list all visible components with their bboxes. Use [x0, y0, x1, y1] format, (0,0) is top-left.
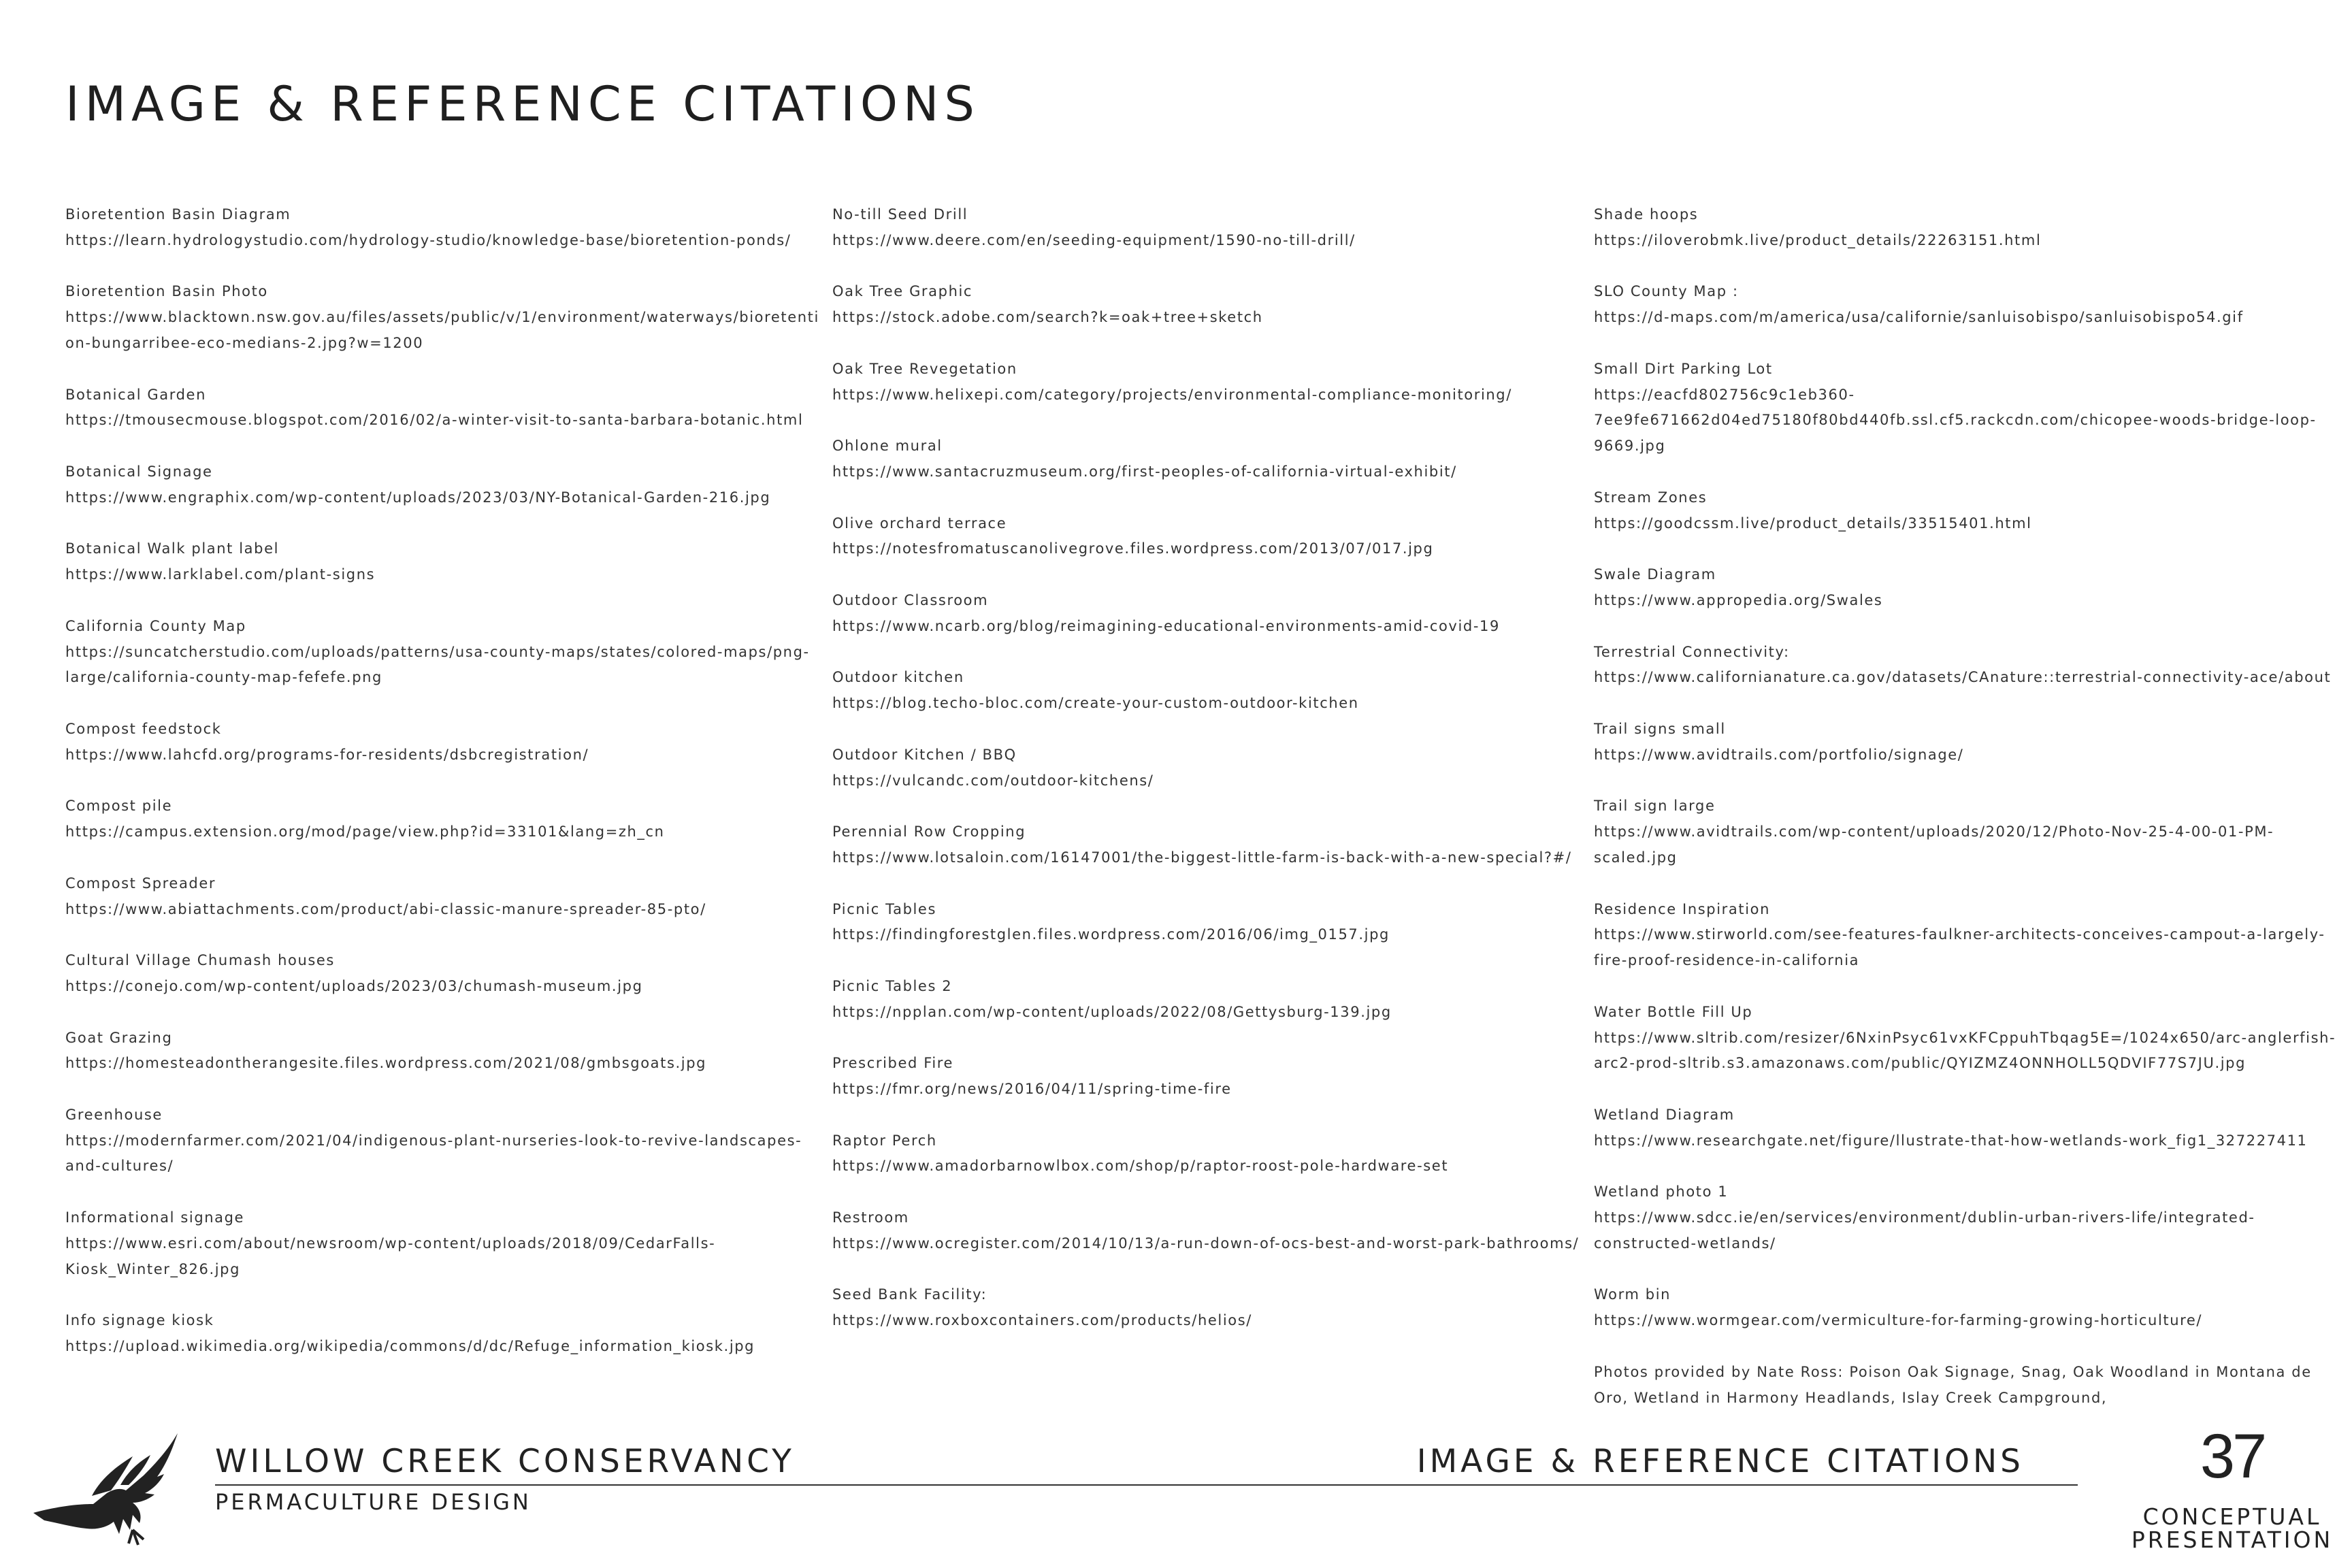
citation-entry — [832, 511, 1595, 563]
citation-title: Greenhouse — [65, 1106, 163, 1123]
presentation-label-line-1: CONCEPTUAL — [2142, 1503, 2322, 1530]
citation-entry — [65, 536, 828, 588]
citation-title: Wetland photo 1 — [1594, 1183, 1729, 1200]
citation-entry — [65, 614, 828, 691]
citation-url-link[interactable]: https://upload.wikimedia.org/wikipedia/commons/d/dc/Refuge_information_kiosk.jpg — [65, 1338, 755, 1355]
citation-entry — [1594, 1102, 2342, 1154]
citation-entry — [832, 1051, 1595, 1102]
citation-title: Ohlone mural — [832, 438, 943, 455]
citation-entry — [832, 1282, 1595, 1334]
citation-url-link[interactable]: https://stock.adobe.com/search?k=oak+tree+sketch — [832, 309, 1263, 326]
citation-title: Worm bin — [1594, 1286, 1671, 1303]
citation-title: Trail signs small — [1594, 720, 1726, 737]
citation-title: Cultural Village Chumash houses — [65, 952, 335, 969]
citation-url-link[interactable]: https://www.ncarb.org/blog/reimagining-educational-environments-amid-covid-19 — [832, 617, 1500, 634]
citation-entry — [1594, 562, 2342, 614]
citation-entry — [832, 742, 1595, 794]
citation-entry — [1594, 485, 2342, 537]
citation-url-link[interactable]: https://www.blacktown.nsw.gov.au/files/assets/public/v/1/environment/waterways/bioretention-bungarribee-eco-medians-2.jpg?w=1200 — [65, 309, 819, 351]
citation-title: Seed Bank Facility: — [832, 1286, 987, 1303]
citation-url-link[interactable]: https://www.larklabel.com/plant-signs — [65, 566, 376, 583]
citation-url-link[interactable]: https://learn.hydrologystudio.com/hydrology-studio/knowledge-base/bioretention-ponds/ — [65, 231, 791, 248]
citation-title: Bioretention Basin Diagram — [65, 206, 291, 223]
citation-entry — [65, 871, 828, 923]
citation-title: Terrestrial Connectivity: — [1594, 643, 1790, 660]
organization-subtitle: PERMACULTURE DESIGN — [215, 1489, 532, 1515]
citation-url-link[interactable]: https://campus.extension.org/mod/page/view.php?id=33101&lang=zh_cn — [65, 823, 665, 840]
citation-url-link[interactable]: https://conejo.com/wp-content/uploads/2023/03/chumash-museum.jpg — [65, 977, 643, 994]
citation-entry — [1594, 279, 2342, 331]
citation-url-link[interactable]: https://www.californianature.ca.gov/datasets/CAnature::terrestrial-connectivity-ace/about — [1594, 669, 2332, 686]
citation-url-link[interactable]: https://www.avidtrails.com/wp-content/uploads/2020/12/Photo-Nov-25-4-00-01-PM-scaled.jpg — [1594, 823, 2274, 866]
citation-title: Swale Diagram — [1594, 566, 1716, 583]
footer-divider — [215, 1484, 2078, 1486]
citation-title: Stream Zones — [1594, 489, 1708, 506]
bird-logo-icon — [31, 1428, 182, 1547]
citation-entry — [832, 819, 1595, 871]
citation-url-link[interactable]: https://goodcssm.live/product_details/33515401.html — [1594, 514, 2032, 532]
citation-url-link[interactable]: https://www.stirworld.com/see-features-faulkner-architects-conceives-campout-a-largely-fire-proof-residence-in-california — [1594, 926, 2325, 969]
citation-entry — [65, 459, 828, 511]
citation-title: Oak Tree Revegetation — [832, 360, 1017, 377]
citation-title: Trail sign large — [1594, 798, 1716, 815]
citation-entry — [1594, 1282, 2342, 1334]
citation-title: Botanical Garden — [65, 386, 206, 403]
citation-title: Compost feedstock — [65, 720, 222, 737]
citation-title: Outdoor kitchen — [832, 669, 964, 686]
citation-title: Bioretention Basin Photo — [65, 283, 268, 300]
citation-entry — [832, 588, 1595, 640]
citation-url-link[interactable]: https://notesfromatuscanolivegrove.files.wordpress.com/2013/07/017.jpg — [832, 540, 1434, 557]
citation-url-link[interactable]: https://www.sltrib.com/resizer/6NxinPsyc61vxKFCppuhTbqag5E=/1024x650/arc-anglerfish-arc2-prod-sltrib.s3.amazonaws.com/public/QYIZMZ4ONNHOLL5QDVIF77S7JU.jpg — [1594, 1029, 2336, 1072]
citation-url-link[interactable]: https://www.esri.com/about/newsroom/wp-content/uploads/2018/09/CedarFalls-Kiosk_Winter_826.jpg — [65, 1235, 716, 1277]
citation-url-link[interactable]: https://npplan.com/wp-content/uploads/2022/08/Gettysburg-139.jpg — [832, 1003, 1392, 1020]
citation-entry — [832, 974, 1595, 1026]
page-number: 37 — [2200, 1422, 2265, 1491]
citation-title: Raptor Perch — [832, 1132, 937, 1149]
citation-entry — [65, 1308, 828, 1360]
citation-entry — [65, 202, 828, 254]
presentation-label — [2103, 1505, 2352, 1552]
citation-title: Botanical Signage — [65, 463, 213, 480]
citation-url-link[interactable]: https://www.santacruzmuseum.org/first-peoples-of-california-virtual-exhibit/ — [832, 463, 1457, 480]
citation-url-link[interactable]: https://findingforestglen.files.wordpress.com/2016/06/img_0157.jpg — [832, 926, 1390, 943]
citation-url-link[interactable]: https://vulcandc.com/outdoor-kitchens/ — [832, 772, 1154, 789]
citation-entry — [1594, 1179, 2342, 1256]
citation-entry — [65, 279, 828, 356]
citation-entry — [832, 434, 1595, 485]
citation-title: Prescribed Fire — [832, 1055, 954, 1072]
citation-title: Residence Inspiration — [1594, 900, 1770, 917]
citation-title: Compost pile — [65, 798, 173, 815]
citation-entry — [65, 1205, 828, 1282]
citation-url-link[interactable]: https://www.roxboxcontainers.com/products/helios/ — [832, 1312, 1252, 1329]
citation-entry — [65, 717, 828, 768]
citation-entry — [832, 665, 1595, 717]
citation-title: Wetland Diagram — [1594, 1106, 1735, 1123]
citation-entry — [65, 1026, 828, 1077]
citation-url-link[interactable]: https://eacfd802756c9c1eb360-7ee9fe671662d04ed75180f80bd440fb.ssl.cf5.rackcdn.com/chicopee-woods-bridge-loop-9669.jpg — [1594, 386, 2317, 455]
citation-entry — [1594, 717, 2342, 768]
citation-title: Photos provided by Nate Ross: Poison Oak Signage, Snag, Oak Woodland in Montana de Oro, Wetland in Harmony Headlands, Islay Creek Campground, — [1594, 1363, 2312, 1406]
citation-entry — [832, 1128, 1595, 1180]
citation-title: Water Bottle Fill Up — [1594, 1003, 1753, 1020]
citation-entry — [1594, 1360, 2342, 1411]
citation-column-2 — [832, 202, 1595, 1360]
citation-title: SLO County Map : — [1594, 283, 1739, 300]
citation-url-link[interactable]: https://tmousecmouse.blogspot.com/2016/02/a-winter-visit-to-santa-barbara-botanic.html — [65, 412, 804, 429]
citation-url-link[interactable]: https://homesteadontherangesite.files.wordpress.com/2021/08/gmbsgoats.jpg — [65, 1055, 707, 1072]
citation-entry — [65, 382, 828, 434]
citation-entry — [1594, 357, 2342, 459]
citation-url-link[interactable]: https://modernfarmer.com/2021/04/indigenous-plant-nurseries-look-to-revive-landscapes-and-cultures/ — [65, 1132, 802, 1175]
citation-title: Informational signage — [65, 1209, 245, 1226]
citation-title: Restroom — [832, 1209, 909, 1226]
citation-title: Outdoor Kitchen / BBQ — [832, 746, 1017, 763]
citation-title: Olive orchard terrace — [832, 514, 1007, 532]
citation-url-link[interactable]: https://suncatcherstudio.com/uploads/patterns/usa-county-maps/states/colored-maps/png-large/california-county-map-fefefe.png — [65, 643, 810, 686]
citation-url-link[interactable]: https://fmr.org/news/2016/04/11/spring-time-fire — [832, 1081, 1232, 1098]
citation-entry — [1594, 1000, 2342, 1077]
footer-section-title: IMAGE & REFERENCE CITATIONS — [1416, 1443, 2024, 1480]
citation-title: Botanical Walk plant label — [65, 540, 280, 557]
citation-entry — [65, 948, 828, 1000]
citation-url-link[interactable]: https://www.helixepi.com/category/projects/environmental-compliance-monitoring/ — [832, 386, 1512, 403]
citation-entry — [832, 202, 1595, 254]
citation-url-link[interactable]: https://www.appropedia.org/Swales — [1594, 591, 1883, 608]
citation-url-link[interactable]: https://www.avidtrails.com/portfolio/signage/ — [1594, 746, 1964, 763]
citation-entry — [1594, 897, 2342, 974]
citation-url-link[interactable]: https://www.deere.com/en/seeding-equipment/1590-no-till-drill/ — [832, 231, 1356, 248]
citation-url-link[interactable]: https://www.abiattachments.com/product/abi-classic-manure-spreader-85-pto/ — [65, 900, 706, 917]
citation-url-link[interactable]: https://www.ocregister.com/2014/10/13/a-run-down-of-ocs-best-and-worst-park-bathrooms/ — [832, 1235, 1580, 1252]
presentation-label-line-2: PRESENTATION — [2131, 1526, 2334, 1553]
citation-entry — [1594, 794, 2342, 870]
citation-entry — [832, 897, 1595, 949]
citation-entry — [832, 1205, 1595, 1257]
citation-entry — [65, 1102, 828, 1179]
citation-title: Shade hoops — [1594, 206, 1699, 223]
citation-entry — [65, 794, 828, 845]
citation-url-link[interactable]: https://www.lotsaloin.com/16147001/the-biggest-little-farm-is-back-with-a-new-special?#/ — [832, 849, 1572, 866]
citation-title: Picnic Tables — [832, 900, 936, 917]
citation-title: Goat Grazing — [65, 1029, 173, 1046]
citation-url-link[interactable]: https://d-maps.com/m/america/usa/californie/sanluisobispo/sanluisobispo54.gif — [1594, 309, 2244, 326]
citation-title: Outdoor Classroom — [832, 591, 989, 608]
citation-url-link[interactable]: https://www.researchgate.net/figure/llustrate-that-how-wetlands-work_fig1_327227411 — [1594, 1132, 2308, 1149]
citation-title: Picnic Tables 2 — [832, 977, 953, 994]
citation-url-link[interactable]: https://www.engraphix.com/wp-content/uploads/2023/03/NY-Botanical-Garden-216.jpg — [65, 489, 771, 506]
citation-url-link[interactable]: https://www.lahcfd.org/programs-for-residents/dsbcregistration/ — [65, 746, 589, 763]
citation-entry — [832, 357, 1595, 408]
citation-entry — [1594, 202, 2342, 254]
citation-url-link[interactable]: https://www.sdcc.ie/en/services/environment/dublin-urban-rivers-life/integrated-constructed-wetlands/ — [1594, 1209, 2255, 1252]
citation-url-link[interactable]: https://iloverobmk.live/product_details/22263151.html — [1594, 231, 2042, 248]
citation-title: Compost Spreader — [65, 875, 216, 892]
citation-title: Info signage kiosk — [65, 1312, 214, 1329]
citation-title: Perennial Row Cropping — [832, 823, 1026, 840]
citation-url-link[interactable]: https://blog.techo-bloc.com/create-your-custom-outdoor-kitchen — [832, 695, 1359, 712]
citation-title: No-till Seed Drill — [832, 206, 968, 223]
citation-entry — [1594, 640, 2342, 691]
citation-entry — [832, 279, 1595, 331]
organization-name: WILLOW CREEK CONSERVANCY — [215, 1443, 795, 1480]
citation-title: Oak Tree Graphic — [832, 283, 973, 300]
citation-column-3 — [1594, 202, 2342, 1437]
citation-title: Small Dirt Parking Lot — [1594, 360, 1773, 377]
page-title: IMAGE & REFERENCE CITATIONS — [65, 76, 980, 132]
citation-url-link[interactable]: https://www.wormgear.com/vermiculture-for-farming-growing-horticulture/ — [1594, 1312, 2203, 1329]
citation-url-link[interactable]: https://www.amadorbarnowlbox.com/shop/p/raptor-roost-pole-hardware-set — [832, 1158, 1449, 1175]
citation-column-1 — [65, 202, 828, 1386]
citation-title: California County Map — [65, 617, 246, 634]
